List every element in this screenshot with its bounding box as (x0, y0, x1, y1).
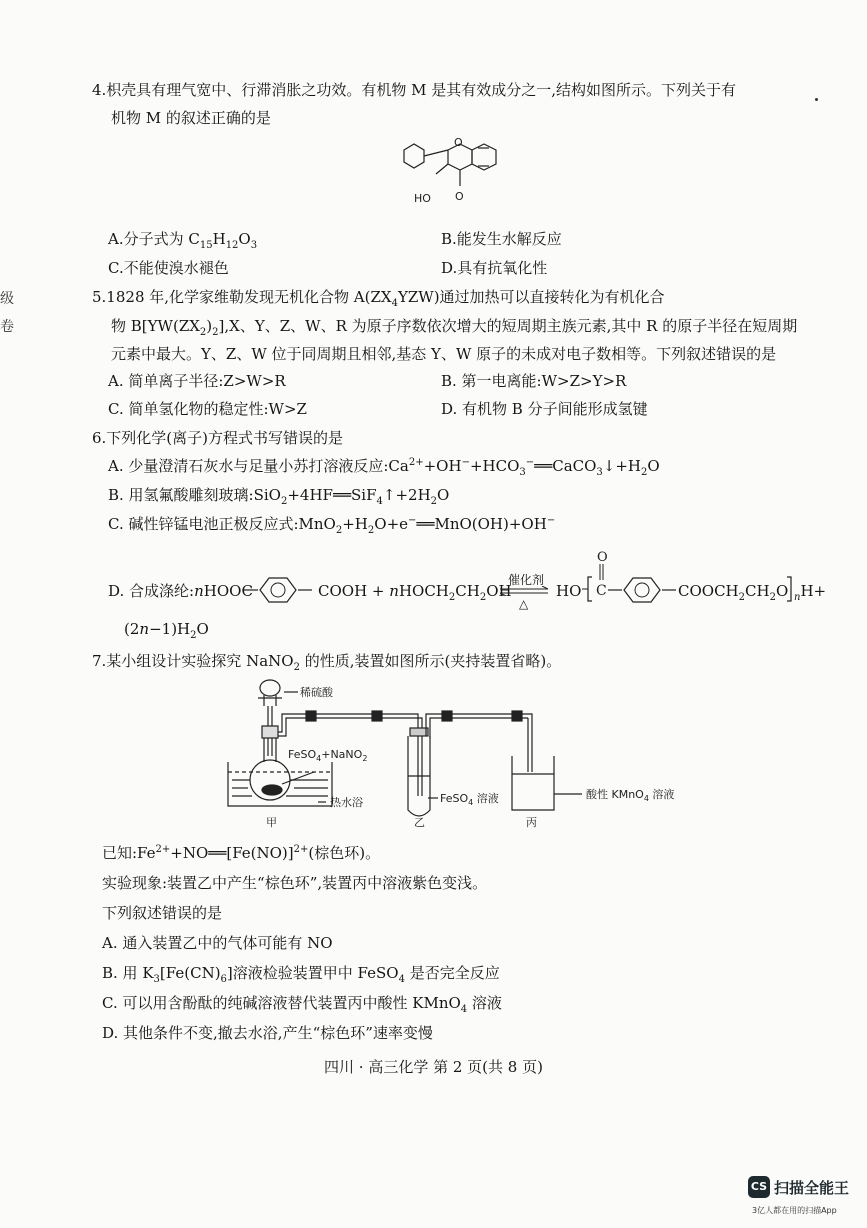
q4-option-d: D.具有抗氧化性 (441, 259, 548, 277)
q6-d-ester: $COOCH_2CH_2O$ (678, 582, 789, 603)
q7-ask: 下列叙述错误的是 (102, 904, 223, 922)
q5-stem-line1: 5.1828 年,化学家维勒发现无机化合物 $A(ZX_4YZW)$通过加热可以直接转化为有机化合 (92, 288, 665, 309)
q6-option-d-label: D. 合成涤纶:nHOOC (108, 582, 253, 600)
carbonyl-c: C (596, 583, 607, 599)
q5-stem-line2: 物 $B[YW(ZX_2)_2],X$、Y、Z、W、R 为原子序数依次增大的短周期主族元素,其中 R 的原子半径在短周期 (111, 317, 798, 338)
q5-stem-line3: 元素中最大。Y、Z、W 位于同周期且相邻,基态 Y、W 原子的未成对电子数相等。下列叙述错误的是 (111, 345, 777, 363)
q7-option-a: A. 通入装置乙中的气体可能有 NO (102, 934, 333, 952)
q6-stem: 6.下列化学(离子)方程式书写错误的是 (92, 429, 344, 447)
q6-d-catalyst: 催化剂 (508, 573, 545, 587)
ring-oxygen-label: O (454, 136, 463, 149)
q5-option-b: B. 第一电离能:W>Z>Y>R (441, 372, 627, 390)
q4-stem-line2: 机物 M 的叙述正确的是 (111, 109, 271, 127)
apparatus-jia-label: 甲 (266, 816, 277, 829)
q6-option-b: B. 用氢氟酸雕刻玻璃$:SiO_2+4HF══SiF_4↑+2H_2O$ (108, 486, 450, 507)
q4-structure (390, 128, 520, 218)
q6-d-ho: HO (556, 582, 582, 600)
q5-option-d: D. 有机物 B 分子间能形成氢键 (441, 400, 648, 418)
q7-option-c: C. 可以用含酚酞的纯碱溶液替代装置丙中酸性 KMnO$_4$ 溶液 (102, 994, 502, 1015)
q4-stem-line1: 4.枳壳具有理气宽中、行滞消胀之功效。有机物 M 是其有效成分之一,结构如图所示。下列关于有 (92, 81, 736, 99)
camscanner-logo-icon: CS (748, 1176, 770, 1198)
camscanner-tagline: 3亿人都在用的扫描App (752, 1206, 837, 1215)
q6-d-benzene-1 (244, 570, 314, 610)
q4-option-a: A.分子式为 $C_{15}H_{12}O_3$ (108, 230, 258, 251)
q5-option-a: A. 简单离子半径:Z>W>R (108, 372, 286, 390)
hydroxyl-label: HO (414, 192, 431, 205)
q7-stem: 7.某小组设计实验探究 NaNO$_2$ 的性质,装置如图所示(夹持装置省略)。 (92, 652, 562, 673)
carbonyl-o: O (597, 550, 608, 565)
scan-dot (815, 98, 818, 101)
q7-known: 已知$:Fe^{2+}+NO══[Fe(NO)]^{2+}$(棕色环)。 (102, 844, 381, 862)
q7-apparatus-diagram (222, 676, 712, 836)
q6-option-c: C. 碱性锌锰电池正极反应式$:MnO_2+H_2O+e^-══MnO(OH)+OH^-$ (108, 515, 556, 536)
q4-option-c: C.不能使溴水褪色 (108, 259, 229, 277)
q6-d-heat: △ (519, 597, 529, 611)
q5-option-c: C. 简单氢化物的稳定性:W>Z (108, 400, 307, 418)
q6-option-a: A. 少量澄清石灰水与足量小苏打溶液反应$:Ca^{2+}+OH^-+HCO_3^-══CaCO_3↓+H_2O$ (108, 457, 660, 478)
beaker-label: 酸性 KMnO$_4$ 溶液 (586, 788, 675, 803)
q7-phenomenon: 实验现象:装置乙中产生“棕色环”,装置丙中溶液紫色变浅。 (102, 874, 488, 892)
flask-contents-label: FeSO$_4$+NaNO$_2$ (288, 748, 368, 763)
margin-mark-1: 级 (0, 291, 14, 307)
acid-label: 稀硫酸 (300, 686, 333, 699)
q4-option-b: B.能发生水解反应 (441, 230, 562, 248)
carbonyl-oxygen-label: O (455, 190, 464, 203)
apparatus-yi-label: 乙 (414, 816, 425, 829)
apparatus-bing-label: 丙 (526, 816, 537, 829)
q6-d-line2: $(2n-1)H_2O$ (124, 620, 209, 641)
q7-option-b: B. 用 $K_3[Fe(CN)_6]$溶液检验装置甲中 FeSO$_4$ 是否完全反应 (102, 964, 500, 985)
margin-mark-2: 卷 (0, 319, 14, 335)
q6-d-middle: COOH + $nHOCH_2CH_2OH$ (318, 582, 512, 603)
camscanner-name: 扫描全能王 (774, 1179, 850, 1197)
page-footer: 四川 · 高三化学 第 2 页(共 8 页) (324, 1058, 543, 1076)
q7-option-d: D. 其他条件不变,撤去水浴,产生“棕色环”速率变慢 (102, 1024, 433, 1042)
q6-d-end: $_n$H+ (794, 582, 827, 603)
test-tube-label: FeSO$_4$ 溶液 (440, 792, 499, 807)
water-bath-label: 热水浴 (330, 796, 363, 809)
